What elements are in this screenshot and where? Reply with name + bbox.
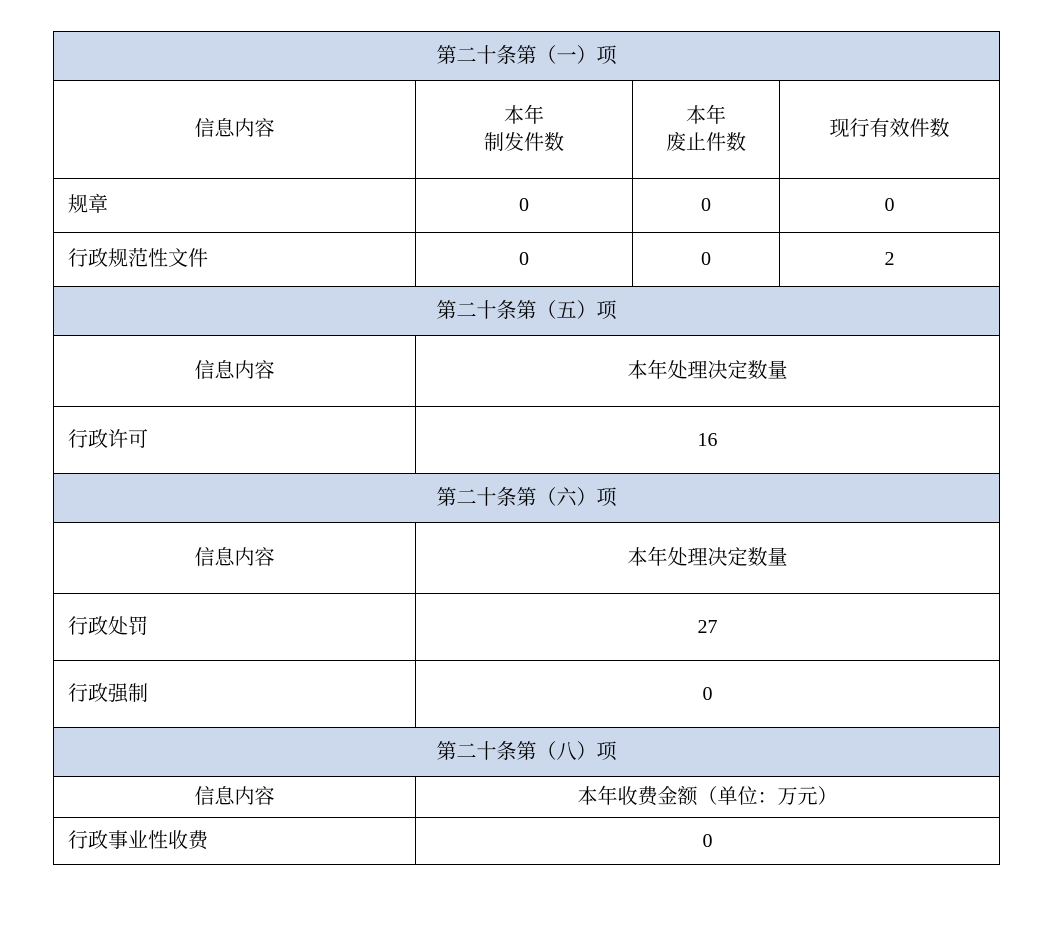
section-heading-row	[54, 728, 1000, 777]
report-table	[53, 31, 1000, 865]
table-row	[54, 818, 1000, 865]
column-header-fee-amount: 本年收费金额（单位：万元）	[416, 777, 1000, 818]
cell-administrative-license-count: 16	[416, 407, 1000, 474]
table-row	[54, 661, 1000, 728]
section-heading-3: 第二十条第（六）项	[54, 474, 1000, 523]
column-header-row-4	[54, 777, 1000, 818]
column-header-issued-count	[416, 81, 633, 179]
row-label-administrative-license: 行政许可	[54, 407, 416, 474]
cell-administrative-fee-amount: 0	[416, 818, 1000, 865]
row-label-administrative-fee: 行政事业性收费	[54, 818, 416, 865]
column-header-decisions-2: 本年处理决定数量	[416, 523, 1000, 594]
section-heading-row	[54, 32, 1000, 81]
cell-normative-abolished: 0	[633, 233, 780, 287]
report-table-container	[53, 31, 999, 865]
column-header-decisions-1: 本年处理决定数量	[416, 336, 1000, 407]
row-label-regulation: 规章	[54, 179, 416, 233]
column-header-info-content-3: 信息内容	[54, 523, 416, 594]
cell-normative-issued: 0	[416, 233, 633, 287]
row-label-administrative-compulsion: 行政强制	[54, 661, 416, 728]
section-heading-row	[54, 287, 1000, 336]
column-header-abolished-count	[633, 81, 780, 179]
table-row	[54, 594, 1000, 661]
column-header-row-1	[54, 81, 1000, 179]
column-header-info-content-2: 信息内容	[54, 336, 416, 407]
column-header-info-content-4: 信息内容	[54, 777, 416, 818]
table-row	[54, 407, 1000, 474]
cell-regulation-abolished: 0	[633, 179, 780, 233]
column-header-abolished-line1: 本年	[686, 104, 726, 127]
section-heading-1: 第二十条第（一）项	[54, 32, 1000, 81]
cell-administrative-penalty-count: 27	[416, 594, 1000, 661]
table-row	[54, 233, 1000, 287]
column-header-abolished-line2: 废止件数	[666, 131, 746, 154]
cell-regulation-issued: 0	[416, 179, 633, 233]
cell-administrative-compulsion-count: 0	[416, 661, 1000, 728]
section-heading-2: 第二十条第（五）项	[54, 287, 1000, 336]
column-header-issued-line2: 制发件数	[484, 131, 564, 154]
column-header-effective-count: 现行有效件数	[780, 81, 1000, 179]
section-heading-row	[54, 474, 1000, 523]
column-header-row-2	[54, 336, 1000, 407]
column-header-row-3	[54, 523, 1000, 594]
column-header-issued-line1: 本年	[504, 104, 544, 127]
row-label-administrative-penalty: 行政处罚	[54, 594, 416, 661]
section-heading-4: 第二十条第（八）项	[54, 728, 1000, 777]
table-row	[54, 179, 1000, 233]
row-label-normative-document: 行政规范性文件	[54, 233, 416, 287]
cell-regulation-effective: 0	[780, 179, 1000, 233]
cell-normative-effective: 2	[780, 233, 1000, 287]
column-header-info-content-1: 信息内容	[54, 81, 416, 179]
